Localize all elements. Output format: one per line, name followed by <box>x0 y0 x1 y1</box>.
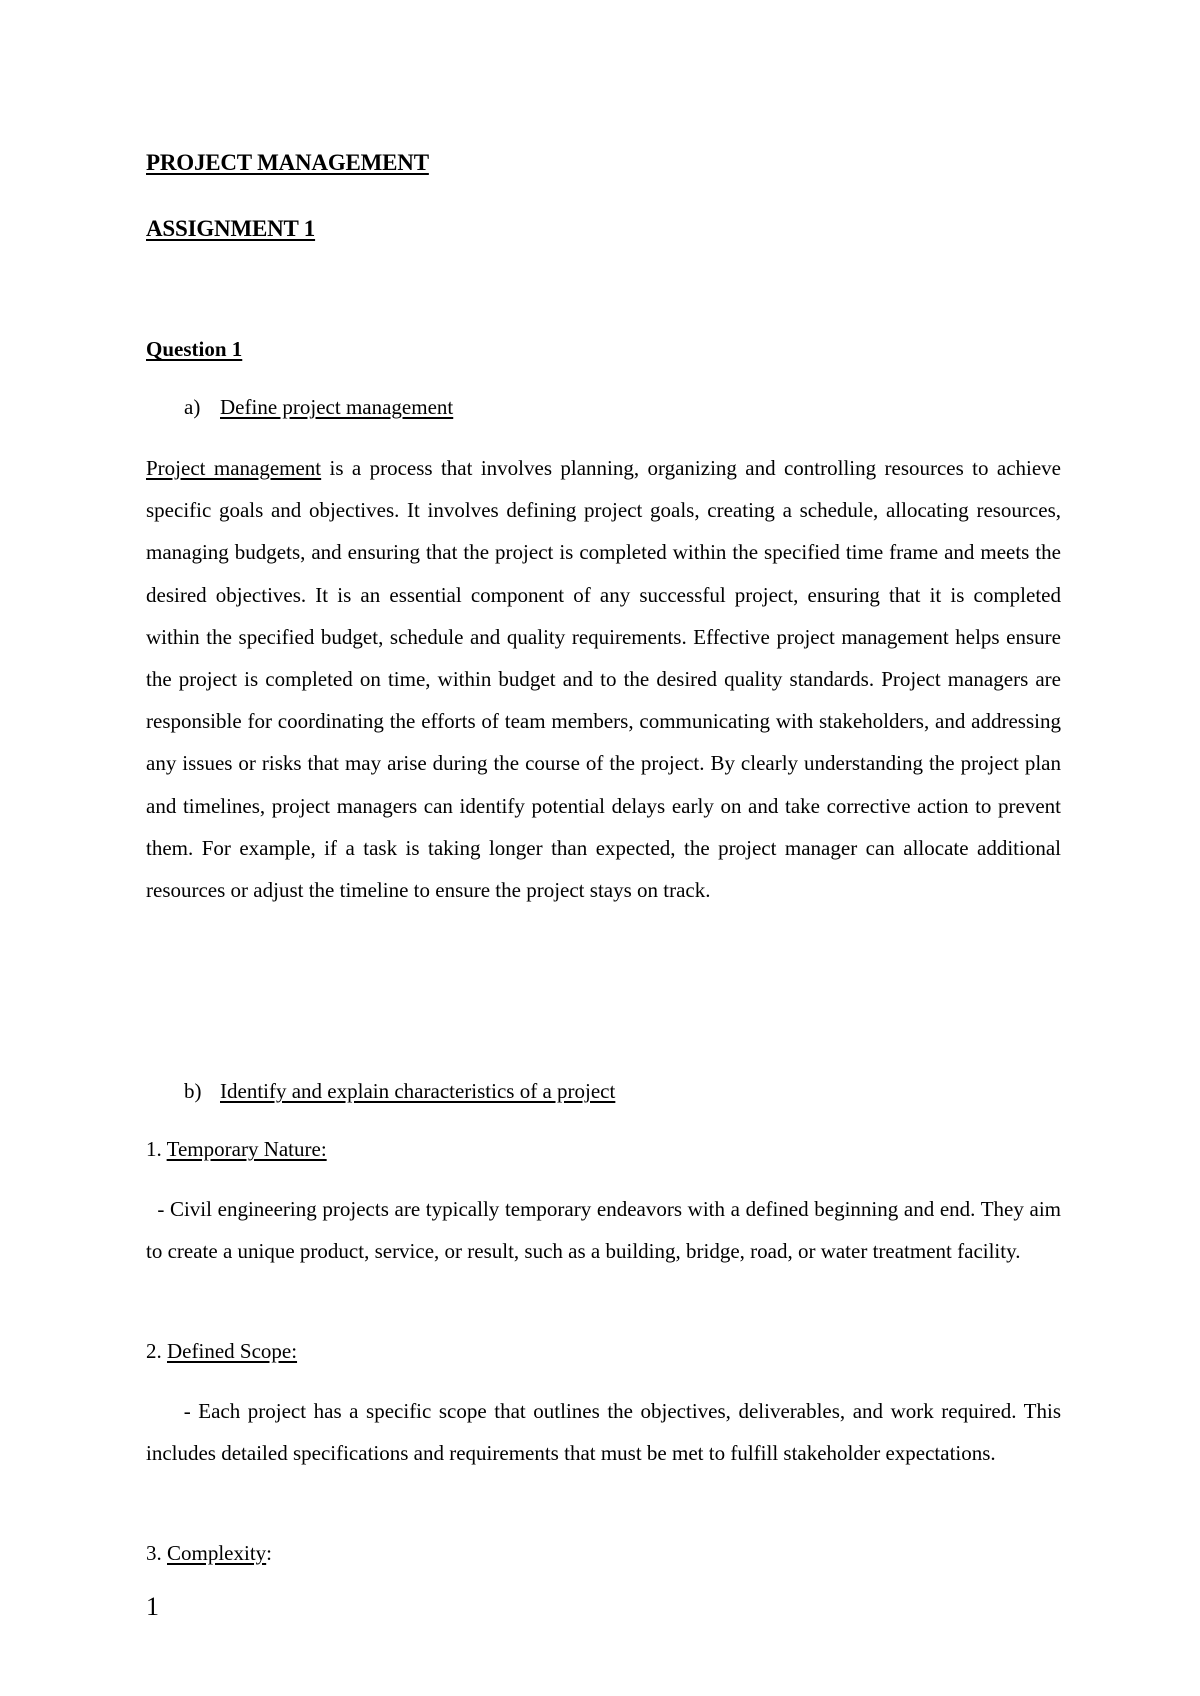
definition-body: is a process that involves planning, organizing and controlling resources to achieve specific goals and objectives. It involves defining project goals, creating a schedule, allocating resources, managing budgets, and ensuring that the project is completed within the specified time frame and meets the desired objectives. It is an essential component of any successful project, ensuring that it is completed within the specified budget, schedule and quality requirements. Effective project management helps ensure the project is completed on time, within budget and to the desired quality standards. Project managers are responsible for coordinating the efforts of team members, communicating with stakeholders, and addressing any issues or risks that may arise during the course of the project. By clearly understanding the project plan and timelines, project managers can identify potential delays early on and take corrective action to prevent them. For example, if a task is taking longer than expected, the project manager can allocate additional resources or adjust the timeline to ensure the project stays on track. <box>146 456 1061 903</box>
characteristic-title: Defined Scope: <box>167 1339 298 1363</box>
characteristic-title-suffix: : <box>266 1541 273 1565</box>
characteristic-description: - Each project has a specific scope that outlines the objectives, deliverables, and work required. This includes detailed specifications and requirements that must be met to fulfill stakeholder expectations. <box>146 1399 1067 1466</box>
definition-paragraph <box>146 447 1061 911</box>
part-b-heading: Identify and explain characteristics of a project <box>220 1079 616 1103</box>
definition-term: Project management <box>146 456 322 480</box>
characteristic-heading <box>146 1137 327 1162</box>
part-a-marker: a) <box>184 395 201 419</box>
characteristic-number: 1. <box>146 1137 162 1161</box>
characteristic-heading <box>146 1339 297 1364</box>
characteristic-description: - Civil engineering projects are typically temporary endeavors with a defined beginning and end. They aim to create a unique product, service, or result, such as a building, bridge, road, or water treatment facility. <box>146 1197 1067 1264</box>
characteristic-title: Complexity <box>167 1541 267 1565</box>
page-number: 1 <box>146 1592 159 1621</box>
assignment-heading: ASSIGNMENT 1 <box>146 216 316 241</box>
characteristic-heading <box>146 1541 272 1566</box>
characteristic-number: 2. <box>146 1339 162 1363</box>
part-b-marker: b) <box>184 1079 202 1103</box>
characteristic-title: Temporary Nature: <box>166 1137 327 1161</box>
document-title: PROJECT MANAGEMENT <box>146 150 429 175</box>
characteristic-number: 3. <box>146 1541 162 1565</box>
question-heading: Question 1 <box>146 337 243 361</box>
part-a-heading: Define project management <box>220 395 454 419</box>
